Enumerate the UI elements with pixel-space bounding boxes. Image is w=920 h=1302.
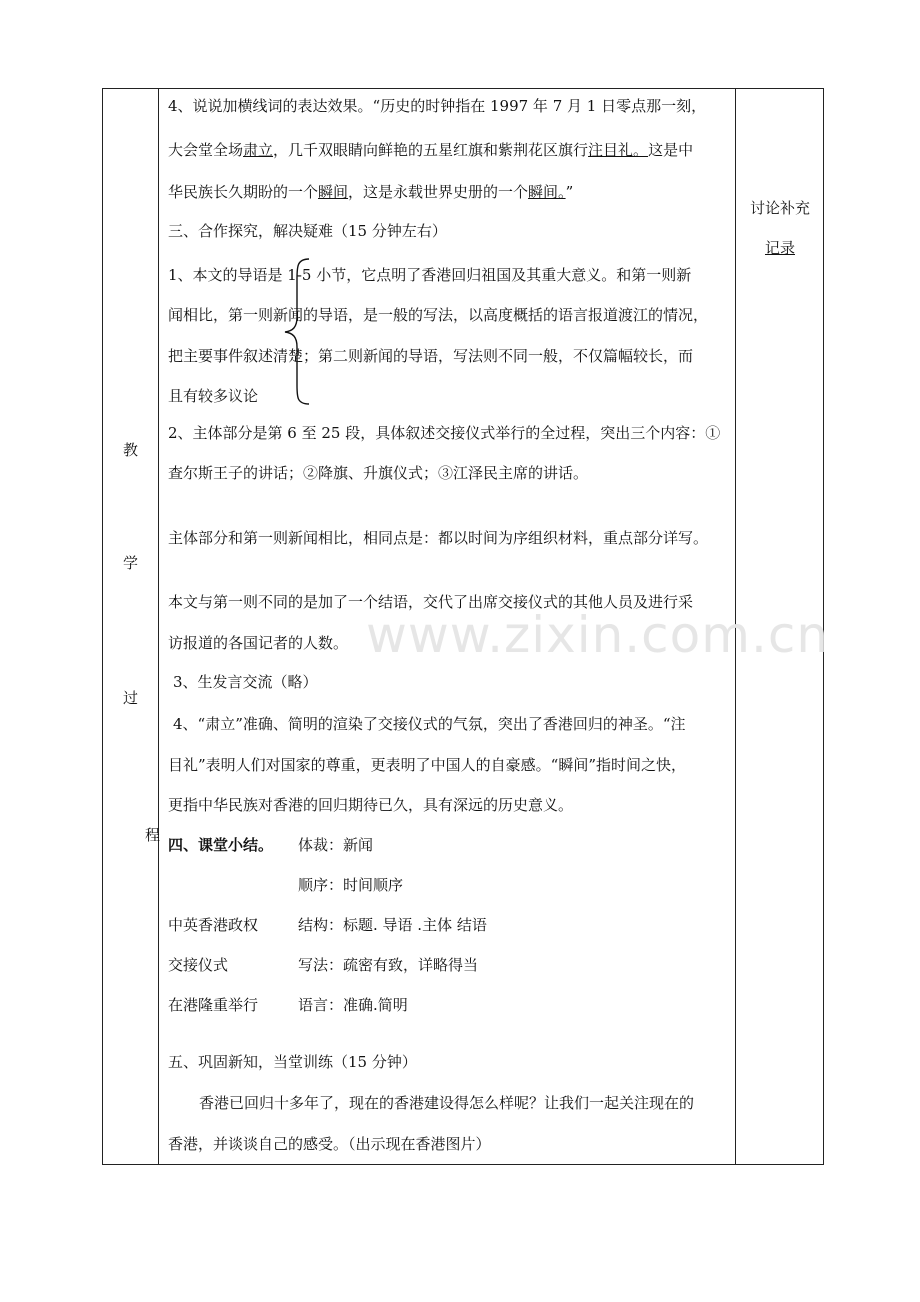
paragraph-line: 4、“肃立”准确、简明的渲染了交接仪式的气氛，突出了香港回归的神圣。“注 [173,715,686,733]
section-3-title: 三、合作探究，解决疑难（15 分钟左右） [168,222,447,240]
question-4-line: 华民族长久期盼的一个瞬间，这是永载世界史册的一个瞬间。” [168,183,574,201]
paragraph-line: 查尔斯王子的讲话；②降旗、升旗仪式；③江泽民主席的讲话。 [168,464,589,482]
underlined-word: 瞬间 [318,183,349,201]
watermark: www.zixin.com.cn [366,606,830,664]
summary-left: 中英香港政权 [168,916,259,934]
paragraph-line: 主体部分和第一则新闻相比，相同点是：都以时间为序组织材料，重点部分详写。 [168,529,709,547]
underlined-word: 肃立 [243,141,274,159]
summary-right: 语言：准确.简明 [298,996,408,1014]
left-label-char: 程 [144,826,160,844]
left-column [103,89,158,1164]
underlined-word: 瞬间。 [528,183,566,201]
curly-brace [279,257,319,407]
paragraph-line: 1、本文的导语是 1-5 小节，它点明了香港回归祖国及其重大意义。和第一则新 [168,266,692,284]
summary-title: 四、课堂小结。 [168,836,274,854]
paragraph-line: 香港，并谈谈自己的感受。（出示现在香港图片） [168,1135,491,1153]
left-label-char: 教 [122,441,138,459]
right-note-line: 记录 [764,239,795,257]
section-5-title: 五、巩固新知，当堂训练（15 分钟） [168,1053,417,1071]
paragraph-line: 3、生发言交流（略） [173,673,318,691]
question-4-line: 4、说说加横线词的表达效果。“历史的时钟指在 1997 年 7 月 1 日零点那一刻， [168,97,707,115]
left-label-char: 过 [122,689,138,707]
summary-right: 写法：疏密有致，详略得当 [298,956,479,974]
right-note-line: 讨论补充 [749,199,810,217]
paragraph-line: 目礼”表明人们对国家的尊重，更表明了中国人的自豪感。“瞬间”指时间之快， [168,756,687,774]
paragraph-line: 2、主体部分是第 6 至 25 段，具体叙述交接仪式举行的全过程，突出三个内容：① [168,424,721,442]
paragraph-line: 闻相比，第一则新闻的导语，是一般的写法，以高度概括的语言报道渡江的情况， [168,306,709,324]
summary-right: 结构：标题. 导语 .主体 结语 [298,916,487,934]
paragraph-line: 本文与第一则不同的是加了一个结语，交代了出席交接仪式的其他人员及进行采 [168,593,694,611]
left-label-char: 学 [122,554,138,572]
summary-right: 体裁：新闻 [298,836,374,854]
paragraph-line: 更指中华民族对香港的回归期待已久，具有深远的历史意义。 [168,796,574,814]
paragraph-line: 香港已回归十多年了，现在的香港建设得怎么样呢？让我们一起关注现在的 [199,1094,695,1112]
paragraph-line: 访报道的各国记者的人数。 [168,634,349,652]
underlined-word: 注目礼。 [588,141,649,159]
summary-left: 在港隆重举行 [168,996,259,1014]
paragraph-line: 把主要事件叙述清楚；第二则新闻的导语，写法则不同一般，不仅篇幅较长，而 [168,347,694,365]
paragraph-line: 且有较多议论 [168,387,259,405]
summary-left: 交接仪式 [168,956,229,974]
summary-right: 顺序：时间顺序 [298,876,404,894]
question-4-line: 大会堂全场肃立，几千双眼睛向鲜艳的五星红旗和紫荆花区旗行注目礼。这是中 [168,141,694,159]
